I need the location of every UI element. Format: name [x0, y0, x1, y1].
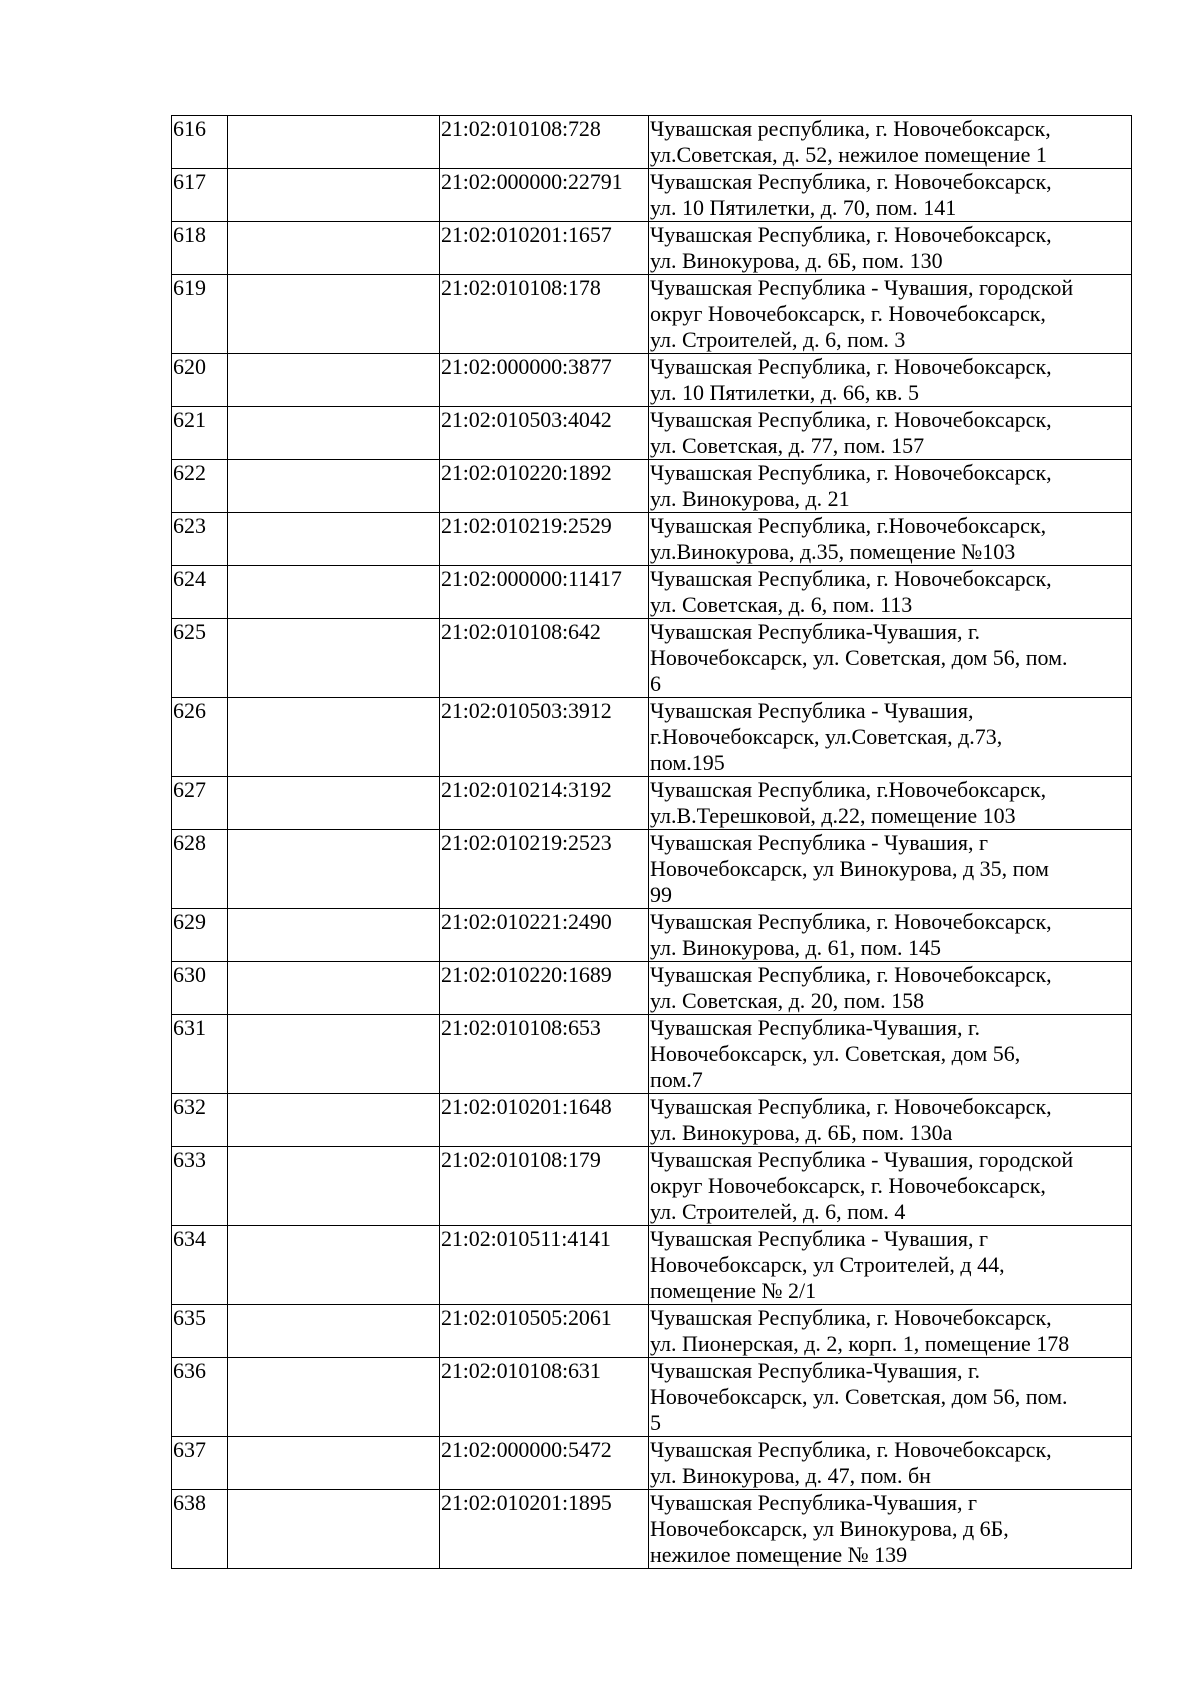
- cadastral-number-cell: 21:02:010503:3912: [440, 698, 649, 777]
- address-line: Чувашская Республика-Чувашия, г.: [650, 619, 980, 644]
- empty-cell: [228, 222, 440, 275]
- address-line: ул.Советская, д. 52, нежилое помещение 1: [650, 142, 1047, 167]
- cadastral-number-cell: 21:02:010108:631: [440, 1358, 649, 1437]
- address-cell: [649, 354, 1132, 407]
- table-row: [172, 116, 1132, 169]
- cadastral-number-cell: 21:02:010201:1657: [440, 222, 649, 275]
- address-line: Чувашская Республика, г.Новочебоксарск,: [650, 513, 1047, 538]
- empty-cell: [228, 1226, 440, 1305]
- address-line: Чувашская Республика-Чувашия, г: [650, 1490, 977, 1515]
- row-number-cell: 632: [172, 1094, 228, 1147]
- empty-cell: [228, 1490, 440, 1569]
- table-row: [172, 1015, 1132, 1094]
- property-registry-table: [171, 115, 1132, 1569]
- cadastral-number-cell: 21:02:010220:1892: [440, 460, 649, 513]
- address-line: ул. Винокурова, д. 6Б, пом. 130: [650, 248, 943, 273]
- table-row: [172, 698, 1132, 777]
- address-cell: [649, 566, 1132, 619]
- cadastral-number-cell: 21:02:010220:1689: [440, 962, 649, 1015]
- row-number-cell: 625: [172, 619, 228, 698]
- address-line: Новочебоксарск, ул Винокурова, д 6Б,: [650, 1516, 1009, 1541]
- empty-cell: [228, 1437, 440, 1490]
- cadastral-number-cell: 21:02:010219:2529: [440, 513, 649, 566]
- address-line: Чувашская Республика-Чувашия, г.: [650, 1358, 980, 1383]
- address-line: Чувашская Республика - Чувашия, городской: [650, 1147, 1074, 1172]
- cadastral-number-cell: 21:02:010108:642: [440, 619, 649, 698]
- address-line: помещение № 2/1: [650, 1278, 817, 1303]
- empty-cell: [228, 407, 440, 460]
- empty-cell: [228, 1305, 440, 1358]
- address-cell: [649, 116, 1132, 169]
- table-row: [172, 1147, 1132, 1226]
- address-line: Чувашская Республика, г. Новочебоксарск,: [650, 222, 1052, 247]
- address-line: округ Новочебоксарск, г. Новочебоксарск,: [650, 1173, 1046, 1198]
- empty-cell: [228, 1147, 440, 1226]
- address-cell: [649, 909, 1132, 962]
- empty-cell: [228, 169, 440, 222]
- empty-cell: [228, 830, 440, 909]
- empty-cell: [228, 354, 440, 407]
- cadastral-number-cell: 21:02:010214:3192: [440, 777, 649, 830]
- address-line: Чувашская республика, г. Новочебоксарск,: [650, 116, 1051, 141]
- address-line: Чувашская Республика - Чувашия, г: [650, 830, 988, 855]
- row-number-cell: 635: [172, 1305, 228, 1358]
- row-number-cell: 630: [172, 962, 228, 1015]
- cadastral-number-cell: 21:02:010505:2061: [440, 1305, 649, 1358]
- registry-table-body: [172, 116, 1132, 1569]
- address-line: Чувашская Республика, г. Новочебоксарск,: [650, 169, 1052, 194]
- address-cell: [649, 1147, 1132, 1226]
- empty-cell: [228, 777, 440, 830]
- address-line: ул.В.Терешковой, д.22, помещение 103: [650, 803, 1016, 828]
- cadastral-number-cell: 21:02:010511:4141: [440, 1226, 649, 1305]
- address-cell: [649, 698, 1132, 777]
- table-row: [172, 275, 1132, 354]
- row-number-cell: 634: [172, 1226, 228, 1305]
- table-row: [172, 513, 1132, 566]
- address-line: Новочебоксарск, ул Винокурова, д 35, пом: [650, 856, 1049, 881]
- address-line: Чувашская Республика - Чувашия, городской: [650, 275, 1074, 300]
- address-line: Чувашская Республика, г. Новочебоксарск,: [650, 354, 1052, 379]
- address-cell: [649, 407, 1132, 460]
- address-line: ул. Советская, д. 6, пом. 113: [650, 592, 913, 617]
- row-number-cell: 633: [172, 1147, 228, 1226]
- address-cell: [649, 275, 1132, 354]
- address-cell: [649, 619, 1132, 698]
- table-row: [172, 619, 1132, 698]
- address-line: Чувашская Республика, г. Новочебоксарск,: [650, 962, 1052, 987]
- row-number-cell: 636: [172, 1358, 228, 1437]
- address-line: Чувашская Республика, г. Новочебоксарск,: [650, 460, 1052, 485]
- address-line: Чувашская Республика, г. Новочебоксарск,: [650, 909, 1052, 934]
- address-line: ул. Строителей, д. 6, пом. 4: [650, 1199, 906, 1224]
- row-number-cell: 628: [172, 830, 228, 909]
- table-row: [172, 1305, 1132, 1358]
- row-number-cell: 624: [172, 566, 228, 619]
- address-cell: [649, 1305, 1132, 1358]
- address-line: ул.Винокурова, д.35, помещение №103: [650, 539, 1016, 564]
- row-number-cell: 631: [172, 1015, 228, 1094]
- row-number-cell: 621: [172, 407, 228, 460]
- empty-cell: [228, 513, 440, 566]
- address-line: Чувашская Республика, г.Новочебоксарск,: [650, 777, 1047, 802]
- empty-cell: [228, 460, 440, 513]
- table-row: [172, 909, 1132, 962]
- cadastral-number-cell: 21:02:010219:2523: [440, 830, 649, 909]
- address-line: ул. Винокурова, д. 6Б, пом. 130а: [650, 1120, 953, 1145]
- table-row: [172, 1437, 1132, 1490]
- address-cell: [649, 222, 1132, 275]
- address-line: Новочебоксарск, ул Строителей, д 44,: [650, 1252, 1005, 1277]
- table-row: [172, 1226, 1132, 1305]
- cadastral-number-cell: 21:02:010108:179: [440, 1147, 649, 1226]
- row-number-cell: 618: [172, 222, 228, 275]
- address-cell: [649, 169, 1132, 222]
- address-cell: [649, 1094, 1132, 1147]
- address-cell: [649, 513, 1132, 566]
- address-line: Чувашская Республика, г. Новочебоксарск,: [650, 407, 1052, 432]
- cadastral-number-cell: 21:02:000000:5472: [440, 1437, 649, 1490]
- address-line: пом.195: [650, 750, 725, 775]
- address-cell: [649, 1358, 1132, 1437]
- address-line: 99: [650, 882, 672, 907]
- cadastral-number-cell: 21:02:010221:2490: [440, 909, 649, 962]
- empty-cell: [228, 275, 440, 354]
- address-line: 6: [650, 671, 661, 696]
- empty-cell: [228, 1094, 440, 1147]
- empty-cell: [228, 909, 440, 962]
- empty-cell: [228, 962, 440, 1015]
- table-row: [172, 1490, 1132, 1569]
- row-number-cell: 616: [172, 116, 228, 169]
- address-line: Новочебоксарск, ул. Советская, дом 56, пом.: [650, 1384, 1068, 1409]
- address-line: Чувашская Республика, г. Новочебоксарск,: [650, 566, 1052, 591]
- address-line: ул. Строителей, д. 6, пом. 3: [650, 327, 906, 352]
- address-line: округ Новочебоксарск, г. Новочебоксарск,: [650, 301, 1046, 326]
- cadastral-number-cell: 21:02:010201:1648: [440, 1094, 649, 1147]
- cadastral-number-cell: 21:02:000000:11417: [440, 566, 649, 619]
- address-line: ул. 10 Пятилетки, д. 66, кв. 5: [650, 380, 919, 405]
- address-line: нежилое помещение № 139: [650, 1542, 908, 1567]
- address-cell: [649, 962, 1132, 1015]
- table-row: [172, 962, 1132, 1015]
- row-number-cell: 622: [172, 460, 228, 513]
- address-line: Чувашская Республика-Чувашия, г.: [650, 1015, 980, 1040]
- empty-cell: [228, 566, 440, 619]
- address-cell: [649, 1015, 1132, 1094]
- empty-cell: [228, 698, 440, 777]
- address-line: ул. Советская, д. 77, пом. 157: [650, 433, 925, 458]
- row-number-cell: 629: [172, 909, 228, 962]
- address-line: ул. Пионерская, д. 2, корп. 1, помещение 178: [650, 1331, 1070, 1356]
- address-line: Новочебоксарск, ул. Советская, дом 56, пом.: [650, 645, 1068, 670]
- row-number-cell: 637: [172, 1437, 228, 1490]
- empty-cell: [228, 1015, 440, 1094]
- empty-cell: [228, 116, 440, 169]
- address-line: ул. Винокурова, д. 61, пом. 145: [650, 935, 941, 960]
- address-line: Новочебоксарск, ул. Советская, дом 56,: [650, 1041, 1021, 1066]
- address-line: Чувашская Республика, г. Новочебоксарск,: [650, 1437, 1052, 1462]
- address-cell: [649, 1490, 1132, 1569]
- table-row: [172, 222, 1132, 275]
- address-line: г.Новочебоксарск, ул.Советская, д.73,: [650, 724, 1003, 749]
- cadastral-number-cell: 21:02:010108:178: [440, 275, 649, 354]
- address-line: Чувашская Республика, г. Новочебоксарск,: [650, 1094, 1052, 1119]
- row-number-cell: 627: [172, 777, 228, 830]
- address-line: ул. Советская, д. 20, пом. 158: [650, 988, 925, 1013]
- table-row: [172, 777, 1132, 830]
- address-line: 5: [650, 1410, 661, 1435]
- row-number-cell: 620: [172, 354, 228, 407]
- cadastral-number-cell: 21:02:010201:1895: [440, 1490, 649, 1569]
- table-row: [172, 169, 1132, 222]
- row-number-cell: 619: [172, 275, 228, 354]
- cadastral-number-cell: 21:02:010503:4042: [440, 407, 649, 460]
- address-cell: [649, 777, 1132, 830]
- address-line: ул. 10 Пятилетки, д. 70, пом. 141: [650, 195, 957, 220]
- table-row: [172, 460, 1132, 513]
- cadastral-number-cell: 21:02:000000:22791: [440, 169, 649, 222]
- table-row: [172, 354, 1132, 407]
- address-line: ул. Винокурова, д. 21: [650, 486, 850, 511]
- table-row: [172, 1094, 1132, 1147]
- row-number-cell: 638: [172, 1490, 228, 1569]
- address-line: Чувашская Республика - Чувашия,: [650, 698, 974, 723]
- table-row: [172, 566, 1132, 619]
- address-line: Чувашская Республика - Чувашия, г: [650, 1226, 988, 1251]
- address-cell: [649, 460, 1132, 513]
- row-number-cell: 617: [172, 169, 228, 222]
- cadastral-number-cell: 21:02:000000:3877: [440, 354, 649, 407]
- address-cell: [649, 1437, 1132, 1490]
- address-cell: [649, 830, 1132, 909]
- address-line: ул. Винокурова, д. 47, пом. бн: [650, 1463, 931, 1488]
- row-number-cell: 623: [172, 513, 228, 566]
- empty-cell: [228, 1358, 440, 1437]
- address-line: пом.7: [650, 1067, 703, 1092]
- empty-cell: [228, 619, 440, 698]
- table-row: [172, 407, 1132, 460]
- cadastral-number-cell: 21:02:010108:728: [440, 116, 649, 169]
- table-row: [172, 830, 1132, 909]
- address-cell: [649, 1226, 1132, 1305]
- table-row: [172, 1358, 1132, 1437]
- row-number-cell: 626: [172, 698, 228, 777]
- address-line: Чувашская Республика, г. Новочебоксарск,: [650, 1305, 1052, 1330]
- cadastral-number-cell: 21:02:010108:653: [440, 1015, 649, 1094]
